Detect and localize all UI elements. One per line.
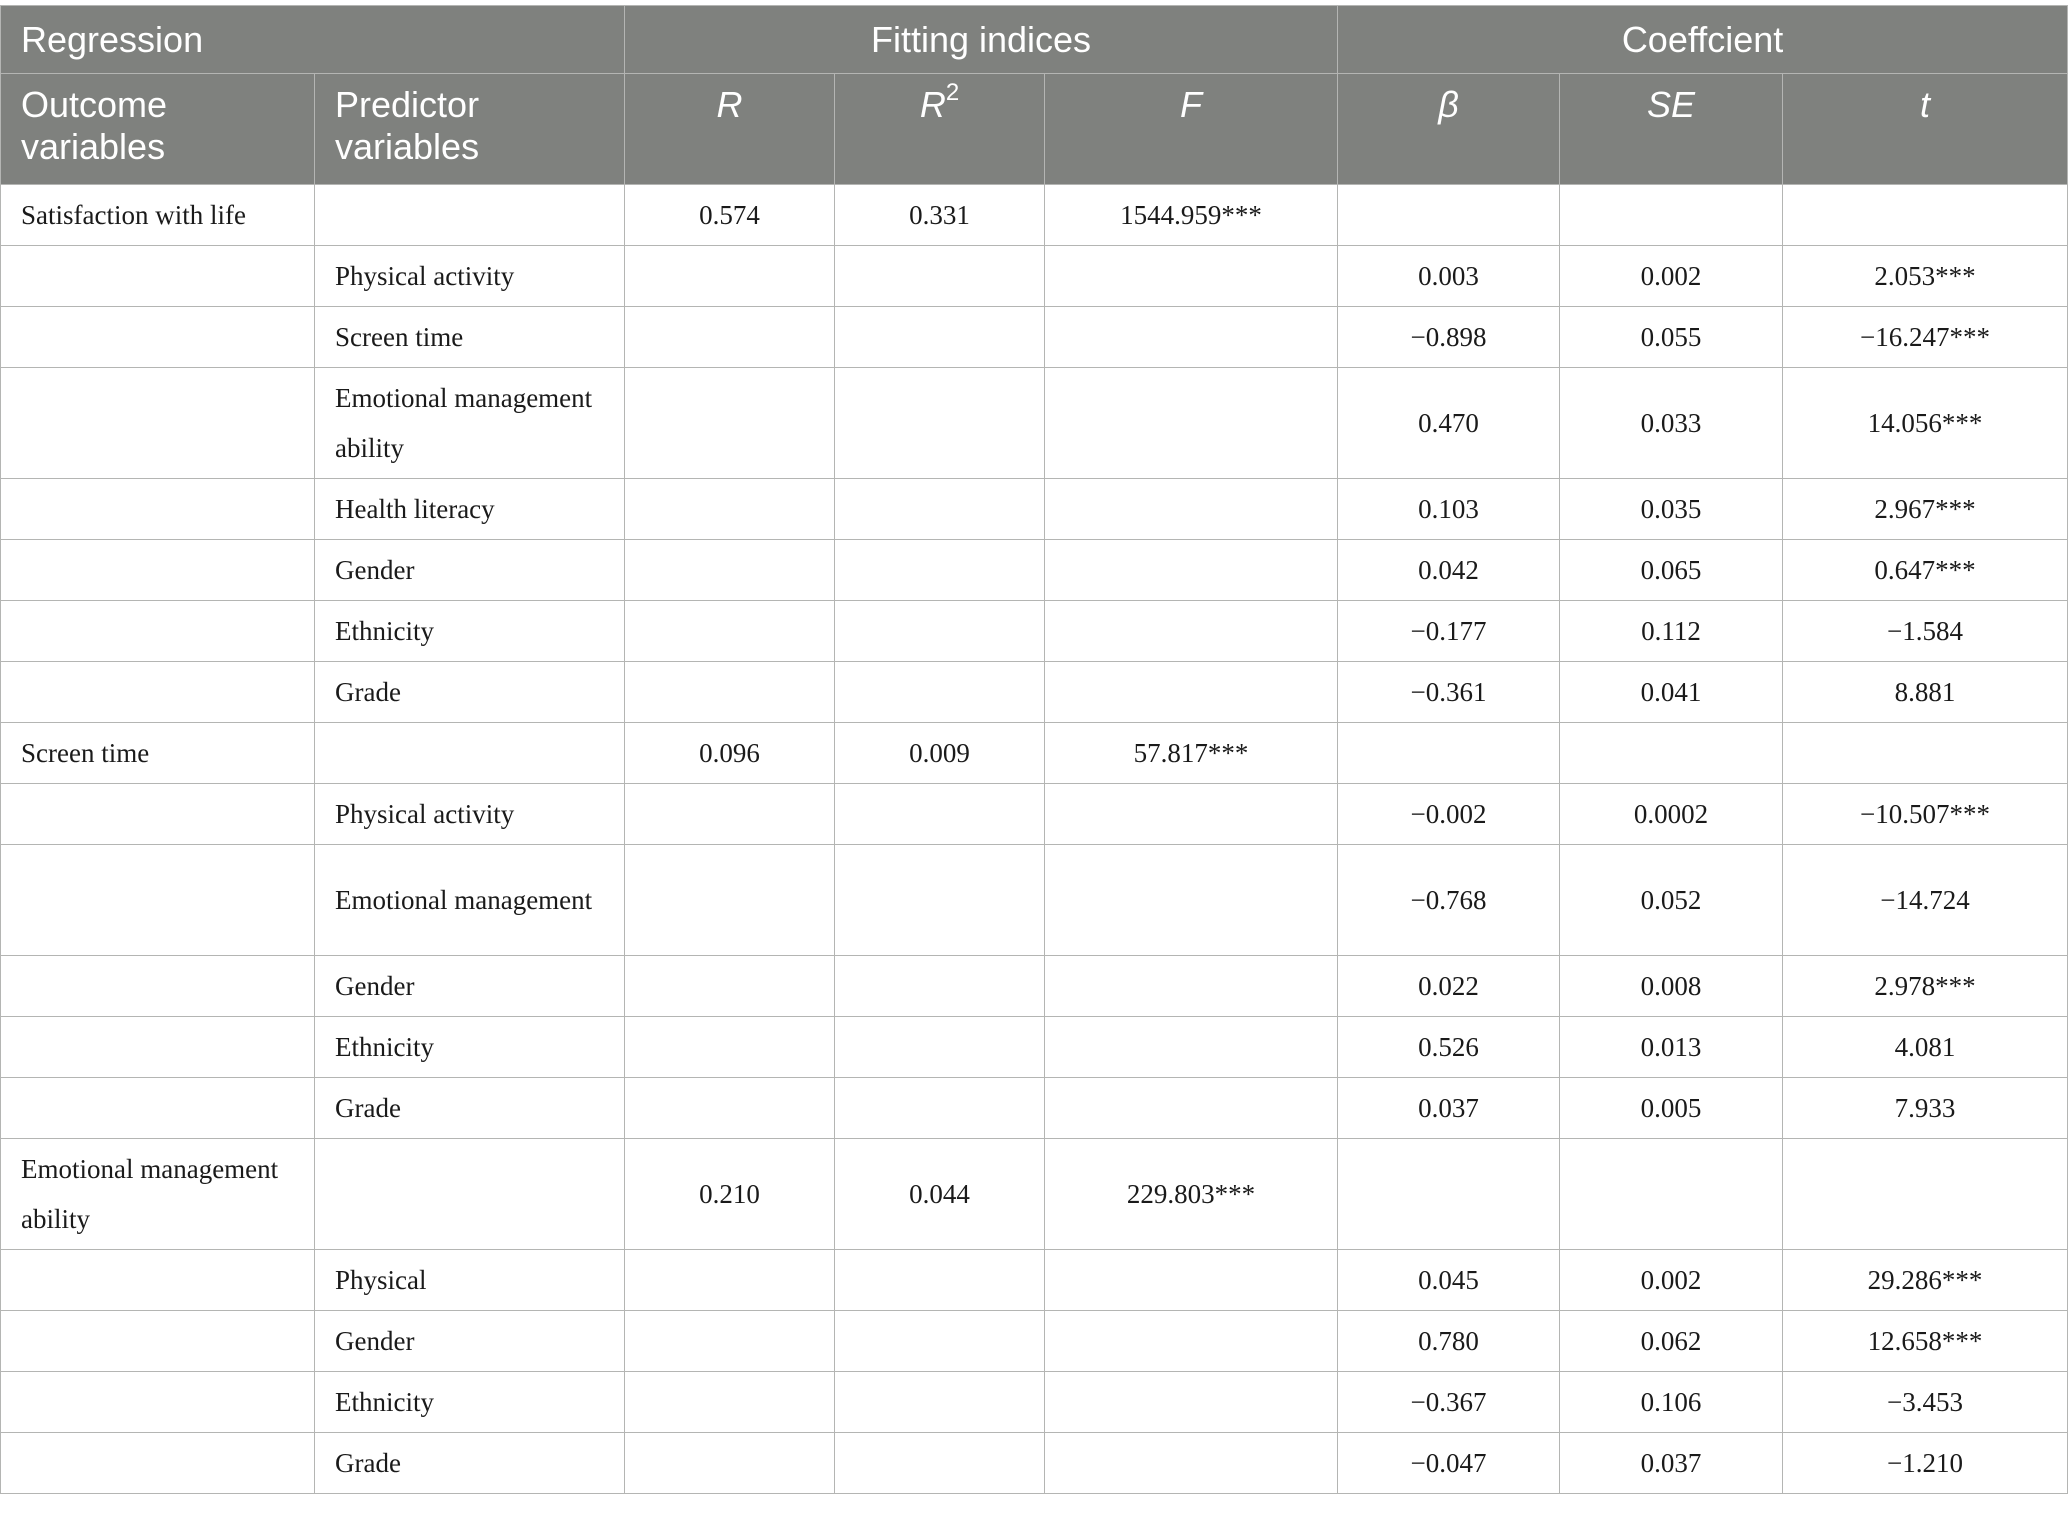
t-cell: −1.210 (1783, 1433, 2068, 1494)
table-row (1, 1250, 2068, 1311)
t-cell: 8.881 (1783, 662, 2068, 723)
f-cell (1045, 1311, 1338, 1372)
beta-cell: −0.177 (1338, 601, 1560, 662)
r2-cell (835, 1250, 1045, 1311)
predictor-cell: Grade (315, 662, 625, 723)
beta-cell: −0.898 (1338, 307, 1560, 368)
se-cell: 0.106 (1560, 1372, 1783, 1433)
r2-cell: 0.331 (835, 185, 1045, 246)
predictor-cell: Grade (315, 1078, 625, 1139)
outcome-cell (1, 1250, 315, 1311)
f-cell (1045, 1250, 1338, 1311)
r-cell (625, 1250, 835, 1311)
r2-cell (835, 1017, 1045, 1078)
r-cell (625, 845, 835, 956)
r-cell (625, 784, 835, 845)
outcome-cell (1, 1311, 315, 1372)
t-cell: 4.081 (1783, 1017, 2068, 1078)
table-row (1, 1017, 2068, 1078)
r-cell (625, 307, 835, 368)
predictor-cell: Physical (315, 1250, 625, 1311)
r2-cell (835, 307, 1045, 368)
f-cell (1045, 246, 1338, 307)
t-cell: 14.056*** (1783, 368, 2068, 479)
f-label: F (1180, 84, 1202, 125)
r-squared-header (835, 74, 1045, 185)
beta-cell: 0.780 (1338, 1311, 1560, 1372)
beta-cell: 0.470 (1338, 368, 1560, 479)
r2-cell: 0.009 (835, 723, 1045, 784)
beta-cell: −0.047 (1338, 1433, 1560, 1494)
r2-cell (835, 246, 1045, 307)
predictor-cell: Health literacy (315, 479, 625, 540)
outcome-cell (1, 956, 315, 1017)
r2-label: R (919, 84, 946, 125)
r2-cell (835, 845, 1045, 956)
coefficient-header: Coeffcient (1338, 6, 2068, 74)
beta-cell: −0.768 (1338, 845, 1560, 956)
outcome-cell: Screen time (1, 723, 315, 784)
f-cell: 57.817*** (1045, 723, 1338, 784)
t-cell: 29.286*** (1783, 1250, 2068, 1311)
se-cell: 0.112 (1560, 601, 1783, 662)
se-cell: 0.052 (1560, 845, 1783, 956)
table-row (1, 723, 2068, 784)
r2-cell: 0.044 (835, 1139, 1045, 1250)
r-cell: 0.574 (625, 185, 835, 246)
r2-cell (835, 601, 1045, 662)
header-row-columns (1, 74, 2068, 185)
r2-cell (835, 1433, 1045, 1494)
beta-cell: 0.103 (1338, 479, 1560, 540)
predictor-cell: Gender (315, 1311, 625, 1372)
r-cell (625, 956, 835, 1017)
r-header (625, 74, 835, 185)
f-header (1045, 74, 1338, 185)
predictor-cell: Physical activity (315, 246, 625, 307)
beta-cell: 0.526 (1338, 1017, 1560, 1078)
f-cell (1045, 368, 1338, 479)
r-cell (625, 246, 835, 307)
f-cell (1045, 307, 1338, 368)
r-cell (625, 1017, 835, 1078)
beta-cell: 0.037 (1338, 1078, 1560, 1139)
t-label: t (1920, 84, 1931, 125)
r-cell (625, 479, 835, 540)
predictor-cell: Gender (315, 540, 625, 601)
r2-cell (835, 1372, 1045, 1433)
table-row (1, 845, 2068, 956)
t-cell (1783, 185, 2068, 246)
table-row (1, 1078, 2068, 1139)
f-cell (1045, 784, 1338, 845)
outcome-cell (1, 845, 315, 956)
se-cell: 0.055 (1560, 307, 1783, 368)
t-cell: −10.507*** (1783, 784, 2068, 845)
outcome-cell (1, 368, 315, 479)
beta-cell: 0.003 (1338, 246, 1560, 307)
r2-cell (835, 479, 1045, 540)
f-cell: 229.803*** (1045, 1139, 1338, 1250)
se-cell: 0.013 (1560, 1017, 1783, 1078)
outcome-cell (1, 246, 315, 307)
beta-cell: 0.022 (1338, 956, 1560, 1017)
r-label: R (716, 84, 743, 125)
se-cell: 0.037 (1560, 1433, 1783, 1494)
r2-cell (835, 368, 1045, 479)
r-cell (625, 540, 835, 601)
table-row (1, 1433, 2068, 1494)
r2-cell (835, 1311, 1045, 1372)
se-header (1560, 74, 1783, 185)
table-row (1, 1139, 2068, 1250)
table-row (1, 368, 2068, 479)
predictor-cell (315, 1139, 625, 1250)
r-cell (625, 1433, 835, 1494)
beta-cell (1338, 185, 1560, 246)
r-cell: 0.096 (625, 723, 835, 784)
t-cell (1783, 1139, 2068, 1250)
outcome-cell (1, 784, 315, 845)
r2-cell (835, 662, 1045, 723)
r2-cell (835, 540, 1045, 601)
t-cell: −3.453 (1783, 1372, 2068, 1433)
t-cell: −14.724 (1783, 845, 2068, 956)
f-cell: 1544.959*** (1045, 185, 1338, 246)
outcome-cell: Emotional management ability (1, 1139, 315, 1250)
table-row (1, 662, 2068, 723)
beta-header (1338, 74, 1560, 185)
outcome-cell: Satisfaction with life (1, 185, 315, 246)
f-cell (1045, 1017, 1338, 1078)
table-row (1, 185, 2068, 246)
se-cell: 0.062 (1560, 1311, 1783, 1372)
se-cell: 0.005 (1560, 1078, 1783, 1139)
r-cell (625, 1078, 835, 1139)
f-cell (1045, 1433, 1338, 1494)
t-cell: 2.978*** (1783, 956, 2068, 1017)
f-cell (1045, 845, 1338, 956)
table-row (1, 246, 2068, 307)
r-cell (625, 368, 835, 479)
regression-header: Regression (1, 6, 625, 74)
se-label: SE (1647, 84, 1696, 125)
f-cell (1045, 956, 1338, 1017)
t-cell: −1.584 (1783, 601, 2068, 662)
table-row (1, 307, 2068, 368)
beta-cell: −0.367 (1338, 1372, 1560, 1433)
table-row (1, 1372, 2068, 1433)
predictor-cell: Emotional management (315, 845, 625, 956)
r2-cell (835, 956, 1045, 1017)
outcome-cell (1, 1433, 315, 1494)
f-cell (1045, 1372, 1338, 1433)
beta-cell (1338, 1139, 1560, 1250)
table-row (1, 1311, 2068, 1372)
outcome-variables-header: Outcome variables (1, 74, 315, 185)
predictor-cell: Gender (315, 956, 625, 1017)
predictor-cell (315, 185, 625, 246)
r2-superscript: 2 (945, 79, 960, 106)
predictor-cell (315, 723, 625, 784)
f-cell (1045, 1078, 1338, 1139)
t-cell: −16.247*** (1783, 307, 2068, 368)
se-cell: 0.0002 (1560, 784, 1783, 845)
t-cell: 2.967*** (1783, 479, 2068, 540)
r-cell (625, 1372, 835, 1433)
t-cell: 0.647*** (1783, 540, 2068, 601)
header-row-groups (1, 6, 2068, 74)
predictor-cell: Screen time (315, 307, 625, 368)
r-cell: 0.210 (625, 1139, 835, 1250)
predictor-cell: Physical activity (315, 784, 625, 845)
se-cell: 0.033 (1560, 368, 1783, 479)
r2-cell (835, 784, 1045, 845)
f-cell (1045, 540, 1338, 601)
t-header (1783, 74, 2068, 185)
predictor-cell: Grade (315, 1433, 625, 1494)
f-cell (1045, 662, 1338, 723)
outcome-cell (1, 479, 315, 540)
r-cell (625, 601, 835, 662)
r-cell (625, 1311, 835, 1372)
predictor-cell: Ethnicity (315, 1017, 625, 1078)
se-cell (1560, 185, 1783, 246)
table-row (1, 956, 2068, 1017)
t-cell (1783, 723, 2068, 784)
table-row (1, 540, 2068, 601)
t-cell: 12.658*** (1783, 1311, 2068, 1372)
se-cell: 0.065 (1560, 540, 1783, 601)
beta-label: β (1438, 84, 1459, 125)
predictor-cell: Emotional management ability (315, 368, 625, 479)
predictor-variables-header: Predictor variables (315, 74, 625, 185)
t-cell: 2.053*** (1783, 246, 2068, 307)
outcome-cell (1, 1078, 315, 1139)
beta-cell: 0.042 (1338, 540, 1560, 601)
table-row (1, 784, 2068, 845)
beta-cell (1338, 723, 1560, 784)
se-cell (1560, 1139, 1783, 1250)
table-row (1, 479, 2068, 540)
f-cell (1045, 479, 1338, 540)
f-cell (1045, 601, 1338, 662)
outcome-cell (1, 540, 315, 601)
table-row (1, 601, 2068, 662)
outcome-cell (1, 601, 315, 662)
se-cell: 0.002 (1560, 246, 1783, 307)
regression-table (0, 5, 2068, 1494)
fitting-indices-header: Fitting indices (625, 6, 1338, 74)
se-cell (1560, 723, 1783, 784)
se-cell: 0.041 (1560, 662, 1783, 723)
se-cell: 0.008 (1560, 956, 1783, 1017)
beta-cell: −0.002 (1338, 784, 1560, 845)
beta-cell: 0.045 (1338, 1250, 1560, 1311)
outcome-cell (1, 1017, 315, 1078)
predictor-cell: Ethnicity (315, 1372, 625, 1433)
r-cell (625, 662, 835, 723)
se-cell: 0.002 (1560, 1250, 1783, 1311)
beta-cell: −0.361 (1338, 662, 1560, 723)
se-cell: 0.035 (1560, 479, 1783, 540)
r2-cell (835, 1078, 1045, 1139)
outcome-cell (1, 307, 315, 368)
outcome-cell (1, 662, 315, 723)
table-body (1, 185, 2068, 1494)
predictor-cell: Ethnicity (315, 601, 625, 662)
outcome-cell (1, 1372, 315, 1433)
t-cell: 7.933 (1783, 1078, 2068, 1139)
